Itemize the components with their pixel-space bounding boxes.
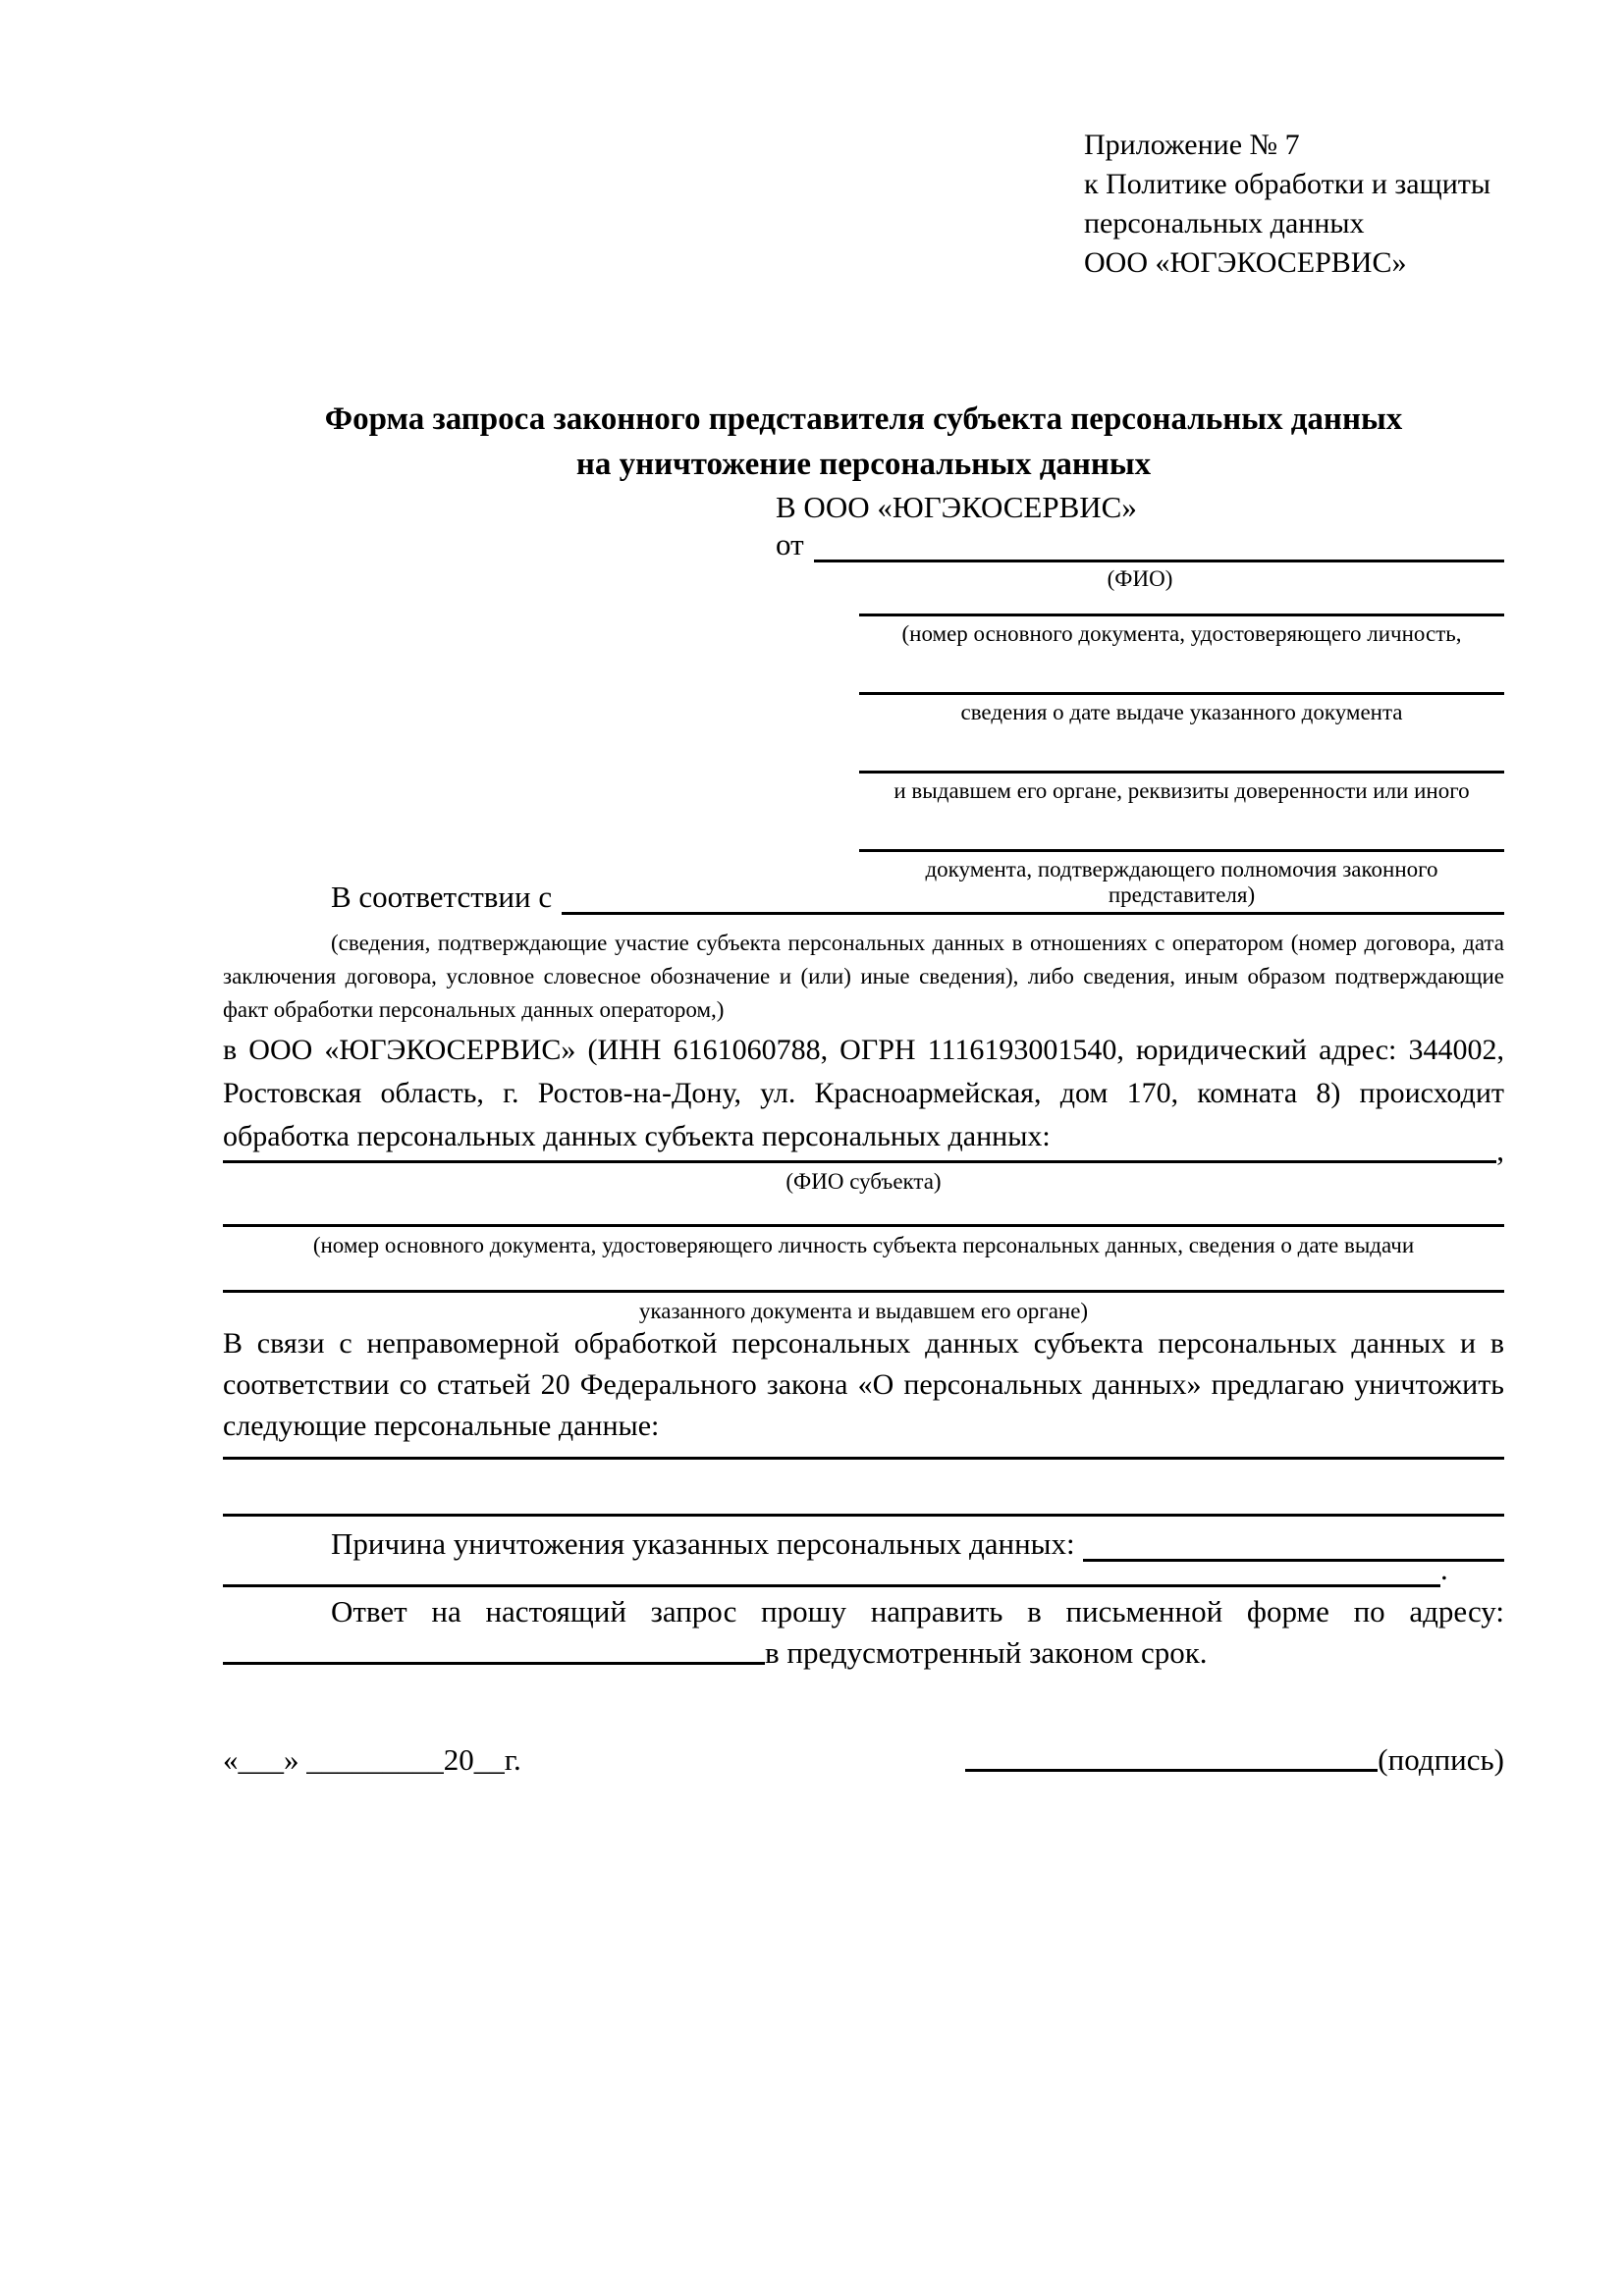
doc-power-of-attorney-blank — [859, 822, 1504, 852]
title-line: Форма запроса законного представителя субъекта персональных данных — [324, 401, 1403, 437]
signature-caption: (подпись) — [1378, 1742, 1504, 1777]
reply-request-line: Ответ на настоящий запрос прошу направить в письменной форме по адресу: — [331, 1594, 1504, 1629]
signoff-row — [223, 1739, 1504, 1781]
operator-paragraph: в ООО «ЮГЭКОСЕРВИС» (ИНН 6161060788, ОГРН 1116193001540, юридический адрес: 344002, Ростовская область, г. Ростов-на-Дону, ул. Красноармейская, дом 170, комната 8) происходит обработка персональных данных субъекта персональных данных: — [223, 1034, 1504, 1152]
destroy-paragraph: В связи с неправомерной обработкой персональных данных субъекта персональных данных и в соответствии со статьей 20 Федерального закона «О персональных данных» предлагаю уничтожить следующие персональные данные: — [223, 1327, 1504, 1442]
doc-authority-blank — [859, 743, 1504, 774]
appendix-line: к Политике обработки и защиты — [1084, 168, 1491, 200]
subject-fio-blank — [223, 1135, 1496, 1163]
doc-line-caption: (номер основного документа, удостоверяющего личность, — [901, 621, 1462, 646]
doc-line-caption: сведения о дате выдаче указанного документа — [960, 700, 1403, 724]
from-label: от — [776, 527, 804, 561]
reason-row — [223, 1519, 1504, 1562]
title-line: на уничтожение персональных данных — [575, 447, 1152, 482]
reason-label: Причина уничтожения указанных персональных данных: — [331, 1526, 1075, 1561]
appendix-note — [1084, 126, 1490, 283]
subject-doc-blank — [223, 1201, 1504, 1227]
addressee-block — [776, 488, 1504, 592]
data-to-destroy-blank — [223, 1486, 1504, 1517]
from-fio-blank — [814, 560, 1504, 562]
subject-block — [223, 1135, 1504, 1330]
trailing-comma: , — [1496, 1133, 1504, 1167]
accordance-row — [223, 880, 1504, 915]
accordance-blank — [562, 912, 1504, 915]
accordance-lead: В соответствии с — [331, 880, 553, 914]
appendix-line: Приложение № 7 — [1084, 129, 1300, 161]
representative-doc-lines — [859, 586, 1504, 907]
subject-doc-caption: указанного документа и выдавшем его органе) — [638, 1299, 1089, 1323]
signature-area — [965, 1739, 1504, 1781]
subject-doc-caption: (номер основного документа, удостоверяющего личность субъекта персональных данных, сведения о дате выдачи — [312, 1233, 1415, 1257]
reply-address-row — [223, 1632, 1504, 1674]
reason-continuation-blank — [223, 1559, 1440, 1587]
subject-fio-caption: (ФИО субъекта) — [785, 1169, 942, 1194]
tail-block — [223, 1433, 1504, 1674]
appendix-line: персональных данных — [1084, 207, 1365, 240]
document-title — [223, 397, 1504, 487]
from-row — [776, 527, 1504, 562]
data-to-destroy-blank — [223, 1433, 1504, 1460]
appendix-line: ООО «ЮГЭКОСЕРВИС» — [1084, 246, 1407, 279]
reason-continuation-row — [223, 1552, 1504, 1587]
trailing-period: . — [1440, 1552, 1448, 1586]
doc-number-blank — [859, 586, 1504, 616]
subject-doc-authority-blank — [223, 1264, 1504, 1293]
reply-address-blank — [223, 1632, 765, 1665]
subject-fio-row — [223, 1133, 1504, 1167]
reply-suffix: в предусмотренный законом срок. — [765, 1635, 1208, 1670]
doc-issue-date-blank — [859, 665, 1504, 695]
addressee-company: В ООО «ЮГЭКОСЕРВИС» — [776, 490, 1137, 524]
doc-line-caption: и выдавшем его органе, реквизиты доверенности или иного — [893, 778, 1470, 803]
fio-caption: (ФИО) — [1107, 566, 1173, 591]
doc-line-caption: документа, подтверждающего полномочия законного представителя) — [925, 857, 1438, 907]
accordance-caption: (сведения, подтверждающие участие субъекта персональных данных в отношениях с оператором (номер договора, дата заключения договора, условное словесное обозначение и (или) иные сведения), либо сведения, иным образом подтверждающие факт обработки персональных данных оператором,) — [223, 931, 1504, 1022]
signature-blank — [965, 1739, 1378, 1772]
date-blank: «___» _________20__г. — [223, 1742, 521, 1777]
